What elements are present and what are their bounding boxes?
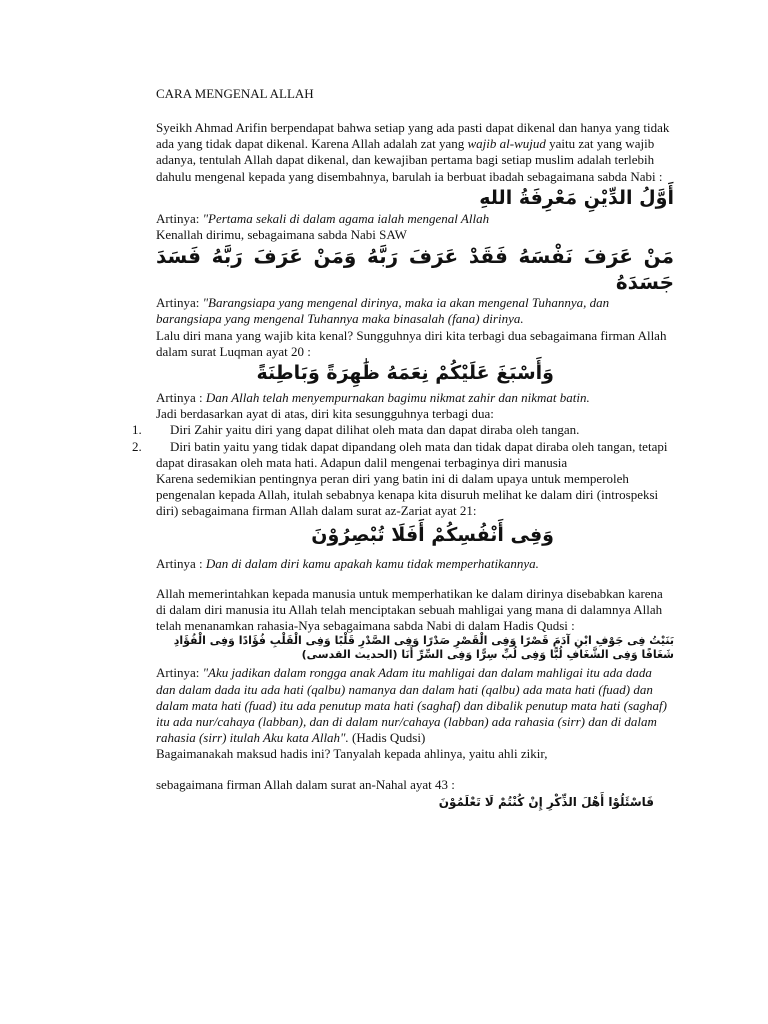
list-item-text: Diri batin yaitu yang tidak dapat dipandang oleh mata dan tidak dapat diraba oleh tangan, tetapi dapat dirasakan oleh mata hati. Adapun dalil mengenai terbaginya diri manusia (156, 438, 668, 470)
artinya-label: Artinya: (156, 665, 203, 681)
paragraph-karena: Karena sedemikian pentingnya peran diri yang batin ini di dalam upaya untuk memperoleh pengenalan kepada Allah, itulah sebabnya kenapa kita disuruh melihat ke dalam diri (introspeksi diri) sebagaimana firman Allah dalam surat az-Zariat ayat 21: (156, 471, 659, 519)
list-item-text: Diri Zahir yaitu diri yang dapat dilihat oleh mata dan dapat diraba oleh tangan. (170, 422, 580, 438)
paragraph-allah-memerintahkan: Allah memerintahkan kepada manusia untuk memperhatikan ke dalam dirinya disebabkan karena di dalam diri manusia itu Allah telah menciptakan sebuah mahligai yang mana di dalamnya Allah telah menanamkan rahasia-Nya sebagaimana sabda Nabi di dalam Hadis Qudsi : (156, 585, 663, 634)
page-title: CARA MENGENAL ALLAH (156, 86, 314, 101)
arabic-verse-3: وَأَسْبَغَ عَلَيْكُمْ نِعَمَهُ ظَٰهِرَةً وَبَاطِنَةً (256, 362, 554, 385)
translation-4 (156, 556, 674, 572)
artinya-label: Artinya : (156, 555, 206, 571)
list-number: 1. (132, 422, 142, 438)
artinya-label: Artinya: (156, 295, 203, 311)
translation-text: "Barangsiapa yang mengenal dirinya, maka ia akan mengenal Tuhannya, dan barangsiapa yang mengenal Tuhannya maka binasalah (fana) dirinya. (156, 295, 610, 327)
artinya-label: Artinya: (156, 210, 203, 226)
paragraph-jadi: Jadi berdasarkan ayat di atas, diri kita sesungguhnya terbagi dua: (156, 406, 494, 422)
translation-text: "Aku jadikan dalam rongga anak Adam itu mahligai dan dalam mahligai itu ada dada dan dalam dada itu ada hati (qalbu) namanya dan dalam hati (qalbu) ada mata hati (fuad) dan dalam mata hati (fuad) itu ada penutup mata hati (saghaf) dan dibalik penutup mata hati (saghaf) itu ada nur/cahaya (labban), dan di dalam nur/cahaya (labban) ada rahasia (sirr) dan di dalam rahasia (sirr) itulah Aku kata Allah". (156, 665, 667, 746)
hadith-source: (Hadis Qudsi) (348, 730, 426, 746)
paragraph-bagaimanakah: Bagaimanakah maksud hadis ini? Tanyalah kepada ahlinya, yaitu ahli zikir, (156, 746, 548, 762)
translation-text: Dan Allah telah menyempurnakan bagimu nikmat zahir dan nikmat batin. (205, 390, 590, 406)
paragraph-intro-part-a: Syeikh Ahmad Arifin berpendapat bahwa setiap yang ada pasti dapat dikenal dan hanya yang tidak ada yang tidak dapat dikenal. Karena Allah adalah zat yang (156, 120, 670, 152)
term-wajib-al-wujud: wajib al-wujud (467, 136, 546, 152)
translation-text: "Pertama sekali di dalam agama ialah mengenal Allah (202, 210, 490, 226)
arabic-verse-5: فَاسْئَلُوْا أَهْلَ الذِّكْرِ إِنْ كُنْتُمْ لَا تَعْلَمُوْنَ (438, 794, 654, 809)
translation-3 (156, 390, 674, 406)
arabic-verse-1: أَوَّلُ الدِّيْنِ مَعْرِفَةُ اللهِ (479, 186, 674, 209)
paragraph-intro (156, 120, 674, 185)
translation-5 (156, 665, 674, 746)
artinya-label: Artinya : (156, 390, 206, 406)
translation-text: Dan di dalam diri kamu apakah kamu tidak memperhatikannya. (205, 555, 539, 571)
paragraph-an-nahal: sebagaimana firman Allah dalam surat an-Nahal ayat 43 : (156, 776, 455, 792)
translation-1 (156, 211, 674, 227)
arabic-verse-4: وَفِى أَنْفُسِكُمْ أَفَلَا تُبْصِرُوْنَ (311, 523, 554, 546)
arabic-verse-2: مَنْ عَرَفَ نَفْسَهُ فَقَدْ عَرَفَ رَبَّهُ وَمَنْ عَرَفَ رَبَّهُ فَسَدَ جَسَدَهُ (156, 244, 674, 295)
arabic-hadith-qudsi: بَنَيْتُ فِى جَوْفِ ابْنِ آدَمَ قَصْرًا وَفِى الْقَصْرِ صَدْرًا وَفِى الصَّدْرِ قَلْبًا وَفِى الْقَلْبِ فُؤَادًا وَفِى الْفُؤَادِ شَغَافًا وَفِى الشَّغَافِ لُبًّا وَفِى لُبِّ سِرًّا وَفِى السِّرِّ أَنَا (الحديث القدسى) (173, 634, 674, 662)
list-item (132, 422, 674, 438)
list-item (132, 438, 674, 471)
translation-2 (156, 295, 674, 327)
numbered-list (132, 422, 674, 471)
paragraph-diri-mana: Lalu diri mana yang wajib kita kenal? Sungguhnya diri kita terbagi dua sebagaimana firman Allah dalam surat Luqman ayat 20 : (156, 327, 667, 359)
paragraph-kenal: Kenallah dirimu, sebagaimana sabda Nabi SAW (156, 227, 407, 243)
list-number: 2. (132, 438, 142, 454)
paragraph-intro-part-c: yaitu zat yang wajib adanya, tentulah Allah dapat dikenal, dan kewajiban pertama bagi setiap muslim adalah terlebih dahulu mengenal kepada yang disembahnya, barulah ia berbuat ibadah sebagaimana sabda Nabi : (156, 136, 663, 184)
document-body (132, 86, 674, 811)
